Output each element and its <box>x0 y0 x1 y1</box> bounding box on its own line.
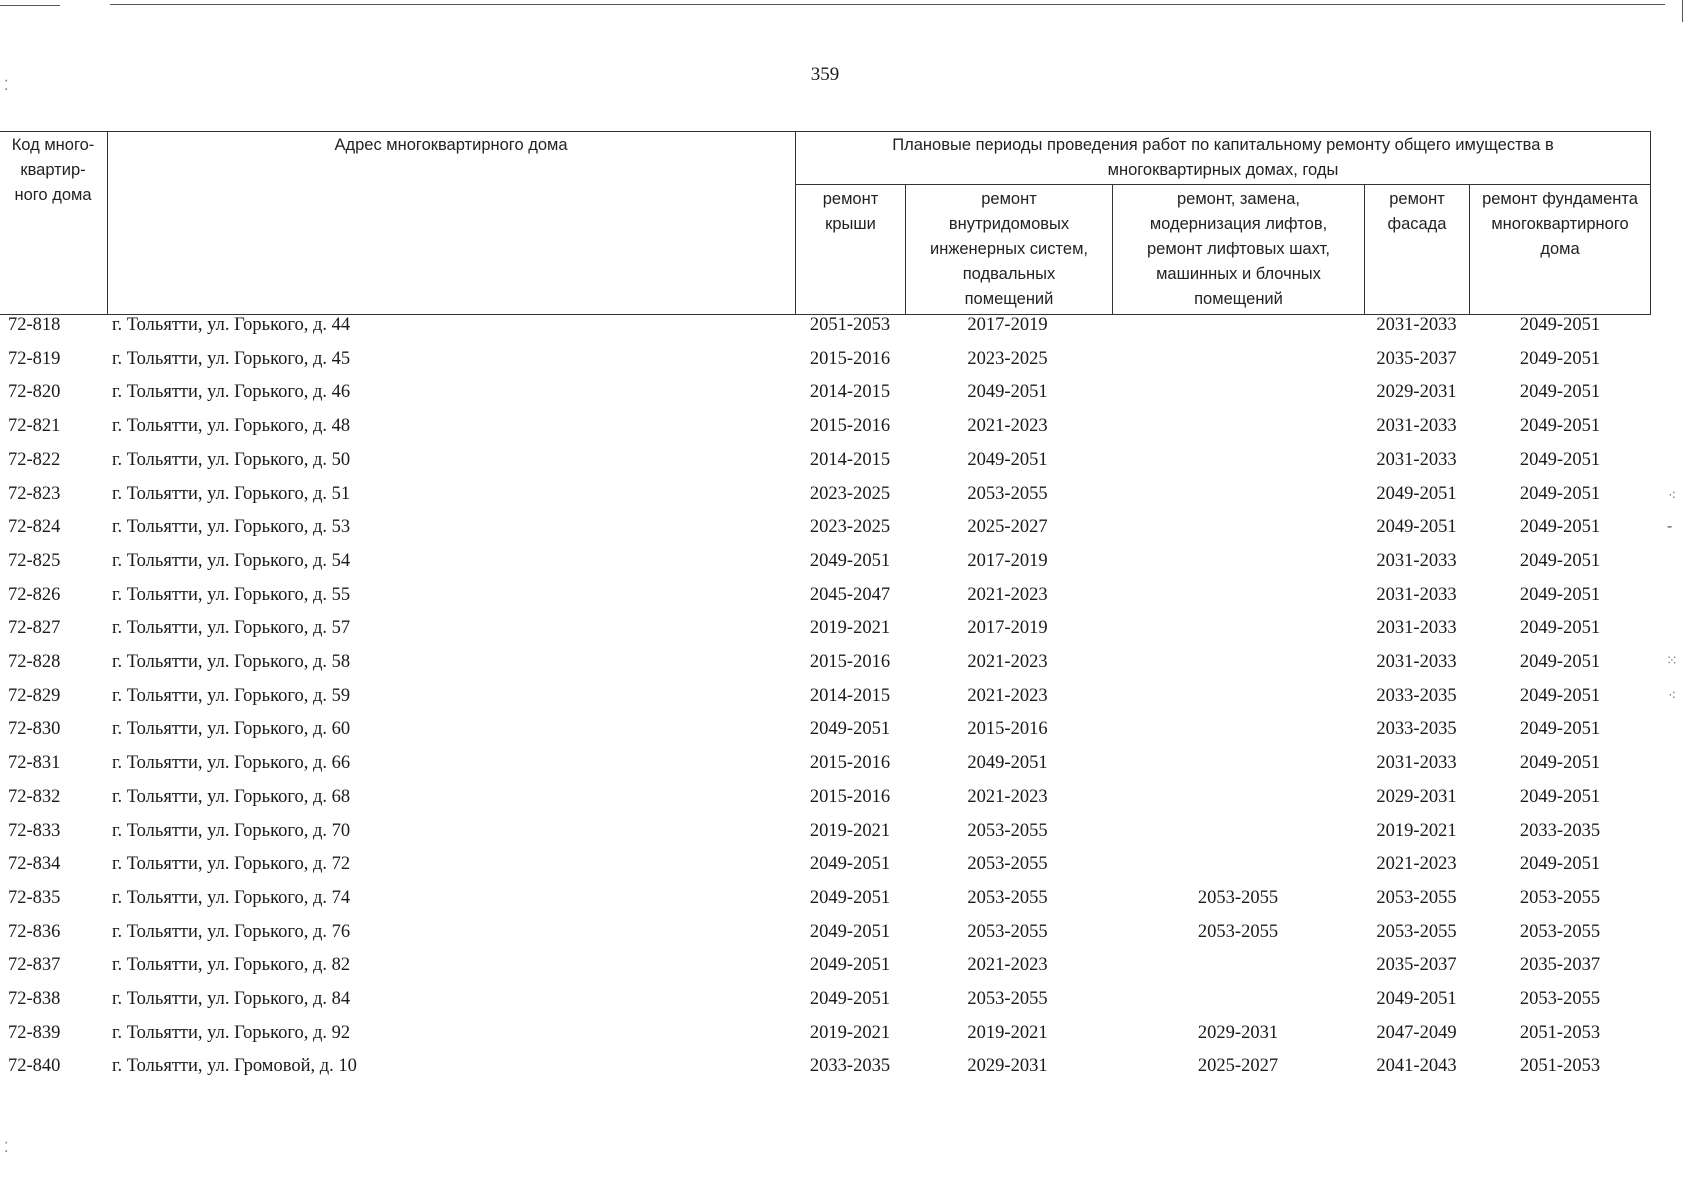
header-facade-line: ремонт <box>1389 190 1445 208</box>
row-engineering: 2021-2023 <box>967 652 1048 672</box>
row-facade: 2031-2033 <box>1376 449 1457 470</box>
header-engineering-line: внутридомовых <box>948 215 1070 233</box>
table-row <box>0 382 1703 416</box>
row-facade: 2033-2035 <box>1376 719 1457 740</box>
row-facade: 2041-2043 <box>1376 1056 1457 1077</box>
row-code: 72-819 <box>8 348 61 369</box>
row-roof: 2049-2051 <box>809 550 891 571</box>
row-foundation: 2053-2055 <box>1519 921 1601 942</box>
row-code: 72-827 <box>8 618 61 639</box>
table-row <box>0 955 1703 989</box>
table-row <box>0 922 1703 956</box>
row-facade: 2035-2037 <box>1376 955 1457 976</box>
row-code: 72-839 <box>8 1022 61 1043</box>
row-foundation: 2049-2051 <box>1519 753 1601 774</box>
header-code-line: Код много- <box>11 136 95 154</box>
row-foundation: 2049-2051 <box>1519 449 1601 470</box>
row-code: 72-820 <box>8 382 61 403</box>
row-engineering: 2025-2027 <box>967 517 1048 538</box>
row-roof: 2014-2015 <box>809 382 891 403</box>
header-periods <box>796 133 1650 183</box>
header-divider <box>107 131 108 315</box>
row-code: 72-829 <box>8 685 61 706</box>
table-row <box>0 484 1703 518</box>
row-roof: 2049-2051 <box>809 719 891 740</box>
header-engineering <box>906 187 1112 312</box>
row-address: г. Тольятти, ул. Горького, д. 45 <box>112 348 351 369</box>
row-roof: 2023-2025 <box>809 517 891 538</box>
row-facade: 2031-2033 <box>1376 753 1457 774</box>
row-facade: 2049-2051 <box>1376 483 1457 504</box>
row-engineering: 2017-2019 <box>967 618 1048 639</box>
table-row <box>0 551 1703 585</box>
row-address: г. Тольятти, ул. Горького, д. 70 <box>112 820 351 841</box>
table-row <box>0 1023 1703 1057</box>
table-row <box>0 315 1703 349</box>
row-foundation: 2049-2051 <box>1519 685 1601 706</box>
row-facade: 2035-2037 <box>1376 348 1457 369</box>
row-code: 72-837 <box>8 955 61 976</box>
row-code: 72-818 <box>8 315 61 335</box>
header-foundation-line: ремонт фундамента <box>1482 190 1638 208</box>
row-address: г. Тольятти, ул. Горького, д. 72 <box>112 854 351 875</box>
row-code: 72-822 <box>8 449 61 470</box>
table-row <box>0 349 1703 383</box>
row-engineering: 2053-2055 <box>967 921 1048 942</box>
row-engineering: 2053-2055 <box>967 483 1048 504</box>
table-row <box>0 854 1703 888</box>
row-roof: 2015-2016 <box>809 652 891 672</box>
table-row <box>0 787 1703 821</box>
right-rule <box>1682 0 1683 22</box>
row-facade: 2031-2033 <box>1376 618 1457 639</box>
row-code: 72-824 <box>8 517 61 538</box>
row-engineering: 2053-2055 <box>967 820 1048 841</box>
row-facade: 2031-2033 <box>1376 652 1457 672</box>
row-code: 72-838 <box>8 989 61 1009</box>
table-row <box>0 517 1703 551</box>
row-engineering: 2019-2021 <box>967 1022 1048 1043</box>
row-foundation: 2049-2051 <box>1519 315 1601 335</box>
row-facade: 2029-2031 <box>1376 786 1457 807</box>
header-facade <box>1365 187 1469 237</box>
row-code: 72-834 <box>8 854 61 875</box>
table-header <box>0 131 1651 315</box>
header-roof-line: крыши <box>825 215 876 233</box>
row-address: г. Тольятти, ул. Горького, д. 58 <box>112 652 351 672</box>
row-engineering: 2017-2019 <box>967 315 1048 335</box>
row-engineering: 2023-2025 <box>967 348 1048 369</box>
row-address: г. Тольятти, ул. Горького, д. 44 <box>112 315 351 335</box>
row-engineering: 2017-2019 <box>967 550 1048 571</box>
header-lifts-line: модернизация лифтов, <box>1149 215 1328 233</box>
page-number: 359 <box>810 64 840 85</box>
row-foundation: 2049-2051 <box>1519 854 1601 875</box>
header-address-label: Адрес многоквартирного дома <box>334 136 568 154</box>
table-row <box>0 686 1703 720</box>
row-code: 72-833 <box>8 820 61 841</box>
row-lifts: 2029-2031 <box>1197 1022 1279 1043</box>
scan-speck: ⁙ <box>1666 654 1678 669</box>
table-row <box>0 585 1703 619</box>
header-roof <box>796 187 905 237</box>
row-lifts: 2053-2055 <box>1197 921 1279 942</box>
row-engineering: 2053-2055 <box>967 854 1048 875</box>
row-address: г. Тольятти, ул. Горького, д. 68 <box>112 786 351 807</box>
row-code: 72-825 <box>8 550 61 571</box>
row-roof: 2019-2021 <box>809 1022 891 1043</box>
row-facade: 2047-2049 <box>1376 1022 1457 1043</box>
row-code: 72-840 <box>8 1056 61 1077</box>
header-engineering-line: подвальных <box>962 265 1056 283</box>
header-engineering-line: инженерных систем, <box>929 240 1088 258</box>
header-divider <box>1650 131 1651 315</box>
row-foundation: 2051-2053 <box>1519 1022 1601 1043</box>
top-rule <box>110 4 1665 5</box>
row-address: г. Тольятти, ул. Горького, д. 55 <box>112 584 351 605</box>
header-roof-line: ремонт <box>822 190 879 208</box>
table-row <box>0 416 1703 450</box>
row-roof: 2015-2016 <box>809 416 891 437</box>
row-facade: 2029-2031 <box>1376 382 1457 403</box>
row-foundation: 2049-2051 <box>1519 416 1601 437</box>
row-facade: 2019-2021 <box>1376 820 1457 841</box>
header-mid-border <box>795 184 1651 185</box>
row-roof: 2033-2035 <box>809 1056 891 1077</box>
row-engineering: 2021-2023 <box>967 786 1048 807</box>
table-row <box>0 450 1703 484</box>
row-code: 72-821 <box>8 416 61 437</box>
row-facade: 2049-2051 <box>1376 517 1457 538</box>
row-code: 72-835 <box>8 887 61 908</box>
scan-speck: ⁚ <box>4 1141 9 1156</box>
header-engineering-line: помещений <box>964 290 1054 308</box>
header-lifts-line: ремонт, замена, <box>1176 190 1301 208</box>
row-address: г. Тольятти, ул. Горького, д. 92 <box>112 1022 351 1043</box>
row-address: г. Тольятти, ул. Горького, д. 74 <box>112 887 351 908</box>
row-roof: 2023-2025 <box>809 483 891 504</box>
row-roof: 2049-2051 <box>809 989 891 1009</box>
row-facade: 2031-2033 <box>1376 550 1457 571</box>
table-row <box>0 888 1703 922</box>
top-rule <box>0 5 60 6</box>
row-code: 72-828 <box>8 652 61 672</box>
row-address: г. Тольятти, ул. Горького, д. 76 <box>112 921 351 942</box>
header-foundation-line: дома <box>1540 240 1580 258</box>
header-engineering-line: ремонт <box>981 190 1037 208</box>
row-code: 72-831 <box>8 753 61 774</box>
row-engineering: 2021-2023 <box>967 584 1048 605</box>
table-row <box>0 652 1703 686</box>
row-engineering: 2049-2051 <box>967 382 1048 403</box>
row-engineering: 2049-2051 <box>967 449 1048 470</box>
table-row <box>0 618 1703 652</box>
row-roof: 2015-2016 <box>809 753 891 774</box>
row-foundation: 2033-2035 <box>1519 820 1601 841</box>
row-foundation: 2049-2051 <box>1519 584 1601 605</box>
row-engineering: 2053-2055 <box>967 887 1048 908</box>
header-lifts-line: машинных и блочных <box>1156 265 1321 283</box>
row-foundation: 2049-2051 <box>1519 517 1601 538</box>
scan-speck: ⁚ <box>4 79 9 94</box>
row-roof: 2019-2021 <box>809 618 891 639</box>
row-foundation: 2051-2053 <box>1519 1056 1601 1077</box>
row-roof: 2049-2051 <box>809 921 891 942</box>
row-facade: 2053-2055 <box>1376 887 1457 908</box>
row-lifts: 2053-2055 <box>1197 887 1279 908</box>
row-engineering: 2015-2016 <box>967 719 1048 740</box>
table-row <box>0 989 1703 1023</box>
header-foundation-line: многоквартирного <box>1491 215 1629 233</box>
header-code <box>0 133 106 208</box>
row-address: г. Тольятти, ул. Горького, д. 59 <box>112 685 351 706</box>
row-roof: 2049-2051 <box>809 887 891 908</box>
row-code: 72-836 <box>8 921 61 942</box>
header-periods-line: Плановые периоды проведения работ по капитальному ремонту общего имущества в <box>892 136 1554 154</box>
row-roof: 2015-2016 <box>809 786 891 807</box>
header-code-line: квартир- <box>20 161 86 179</box>
header-facade-line: фасада <box>1387 215 1447 233</box>
row-foundation: 2049-2051 <box>1519 719 1601 740</box>
row-address: г. Тольятти, ул. Горького, д. 57 <box>112 618 351 639</box>
scan-speck: ⁖ <box>1668 689 1677 704</box>
header-lifts-line: помещений <box>1194 290 1283 308</box>
row-address: г. Тольятти, ул. Громовой, д. 10 <box>112 1056 357 1077</box>
row-foundation: 2049-2051 <box>1519 382 1601 403</box>
row-code: 72-823 <box>8 483 61 504</box>
row-engineering: 2021-2023 <box>967 416 1048 437</box>
header-top-border <box>0 131 1651 132</box>
row-roof: 2015-2016 <box>809 348 891 369</box>
table-row <box>0 821 1703 855</box>
row-roof: 2019-2021 <box>809 820 891 841</box>
row-facade: 2031-2033 <box>1376 584 1457 605</box>
row-foundation: 2049-2051 <box>1519 652 1601 672</box>
row-facade: 2031-2033 <box>1376 315 1457 335</box>
row-code: 72-826 <box>8 584 61 605</box>
row-engineering: 2029-2031 <box>967 1056 1048 1077</box>
row-foundation: 2049-2051 <box>1519 348 1601 369</box>
header-periods-line: многоквартирных домах, годы <box>1107 161 1339 179</box>
row-address: г. Тольятти, ул. Горького, д. 51 <box>112 483 351 504</box>
row-address: г. Тольятти, ул. Горького, д. 46 <box>112 382 351 403</box>
row-facade: 2053-2055 <box>1376 921 1457 942</box>
row-address: г. Тольятти, ул. Горького, д. 66 <box>112 753 351 774</box>
scan-speck: ⁃ <box>1666 521 1673 536</box>
row-roof: 2045-2047 <box>809 584 891 605</box>
table-row <box>0 719 1703 753</box>
row-roof: 2014-2015 <box>809 449 891 470</box>
row-foundation: 2049-2051 <box>1519 550 1601 571</box>
row-lifts: 2025-2027 <box>1197 1056 1279 1077</box>
table-row <box>0 753 1703 787</box>
row-address: г. Тольятти, ул. Горького, д. 48 <box>112 416 351 437</box>
row-address: г. Тольятти, ул. Горького, д. 50 <box>112 449 351 470</box>
row-facade: 2031-2033 <box>1376 416 1457 437</box>
row-roof: 2014-2015 <box>809 685 891 706</box>
scan-speck: ⁖ <box>1668 489 1677 504</box>
row-facade: 2021-2023 <box>1376 854 1457 875</box>
row-address: г. Тольятти, ул. Горького, д. 53 <box>112 517 351 538</box>
row-engineering: 2021-2023 <box>967 685 1048 706</box>
row-foundation: 2049-2051 <box>1519 618 1601 639</box>
row-roof: 2051-2053 <box>809 315 891 335</box>
row-roof: 2049-2051 <box>809 955 891 976</box>
header-lifts <box>1113 187 1364 312</box>
row-foundation: 2049-2051 <box>1519 786 1601 807</box>
row-code: 72-830 <box>8 719 61 740</box>
row-foundation: 2053-2055 <box>1519 887 1601 908</box>
header-lifts-line: ремонт лифтовых шахт, <box>1147 240 1330 258</box>
row-code: 72-832 <box>8 786 61 807</box>
header-code-line: ного дома <box>14 186 92 204</box>
row-facade: 2033-2035 <box>1376 685 1457 706</box>
header-address <box>108 133 794 158</box>
row-engineering: 2021-2023 <box>967 955 1048 976</box>
header-foundation <box>1470 187 1650 262</box>
row-foundation: 2049-2051 <box>1519 483 1601 504</box>
row-foundation: 2053-2055 <box>1519 989 1601 1009</box>
row-foundation: 2035-2037 <box>1519 955 1601 976</box>
row-facade: 2049-2051 <box>1376 989 1457 1009</box>
row-engineering: 2049-2051 <box>967 753 1048 774</box>
row-address: г. Тольятти, ул. Горького, д. 84 <box>112 989 351 1009</box>
row-roof: 2049-2051 <box>809 854 891 875</box>
row-address: г. Тольятти, ул. Горького, д. 82 <box>112 955 351 976</box>
table-row <box>0 1056 1703 1090</box>
row-address: г. Тольятти, ул. Горького, д. 60 <box>112 719 351 740</box>
row-engineering: 2053-2055 <box>967 989 1048 1009</box>
row-address: г. Тольятти, ул. Горького, д. 54 <box>112 550 351 571</box>
